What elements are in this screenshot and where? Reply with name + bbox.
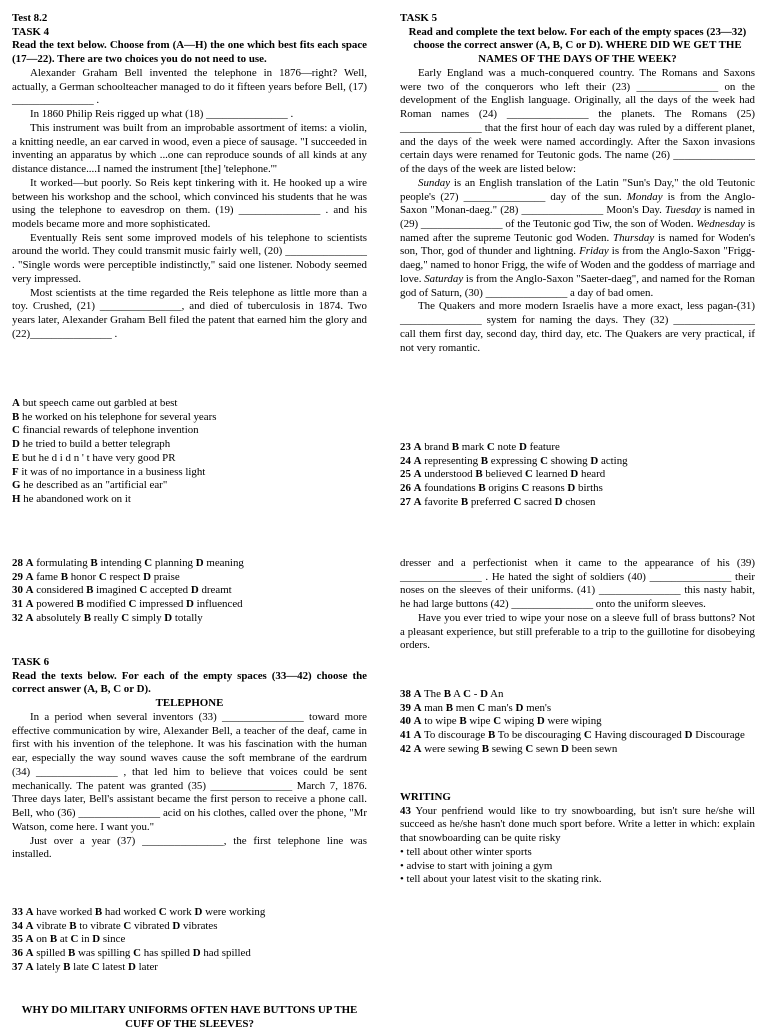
writing-prompt: 43 Your penfriend would like to try snowboarding, but isn't sure he/she will succeed as he/she hasn't done much sport before. Write a letter in which: explain that snowboarding can be quite risky	[400, 804, 755, 845]
task4-option: A but speech came out garbled at best	[12, 397, 178, 409]
task4-section	[12, 12, 367, 342]
question-row: 40 A to wipe B wipe C wiping D were wiping	[400, 715, 602, 728]
question-row: 27 A favorite B preferred C sacred D chosen	[400, 495, 596, 508]
uniform-title: WHY DO MILITARY UNIFORMS OFTEN HAVE BUTTONS UP THE CUFF OF THE SLEEVES?	[21, 1004, 358, 1030]
question-row: 23 A brand B mark C note D feature	[400, 441, 560, 453]
task4-paragraph: Eventually Reis sent some improved models of his telephone to scientists around the world. They could transmit music fairly well, (20) _______________ . "Single words were perceptible indistinctly," said one listener. Nobody seemed very impressed.	[12, 231, 367, 285]
task5-questions-b	[12, 557, 367, 626]
question-row: 41 A To discourage B To be discouraging C Having discouraged D Discourage	[400, 729, 745, 742]
task4-paragraph: Alexander Graham Bell invented the telephone in 1876—right? Well, actually, a German schoolteacher managed to do it fifteen years before Bell, (17) _______________ .	[12, 66, 367, 107]
task6-paragraph: In a period when several inventors (33) _______________ toward more effective communication by wire, Alexander Bell, a teacher of the deaf, came in first with his invention of the telephone. It was his fascination with the human ear, especially the way sound waves cause the soft membrane of the eardrum (34) _______________ , that led him to believe that voices could be sent mechanically. The patent was granted (35) _______________ March 7, 1876. Three days later, Bell's assistant became the first person to receive a phone call. Bell, who (36) _______________ acid on his clothes, called over the phone, "Mr Watson, come here. I want you."	[12, 710, 367, 833]
question-row: 32 A absolutely B really C simply D totally	[12, 611, 203, 624]
writing-heading: WRITING	[400, 791, 451, 803]
task4-option: C financial rewards of telephone invention	[12, 424, 199, 437]
task6-paragraph: Just over a year (37) _______________, the first telephone line was installed.	[12, 834, 367, 861]
question-row: 34 A vibrate B to vibrate C vibrated D vibrates	[12, 919, 218, 932]
question-row: 31 A powered B modified C impressed D influenced	[12, 598, 243, 611]
uniform-paragraph: dresser and a perfectionist when it came to the appearance of his (39) _______________ . He hated the sight of soldiers (40) _______________ their noses on the sleeves of their uniforms. (41) _______________ this nasty habit, he had large buttons (42) _______________ onto the uniform sleeves.	[400, 557, 755, 611]
question-row: 28 A formulating B intending C planning D meaning	[12, 557, 244, 569]
task6-title: TELEPHONE	[155, 697, 224, 710]
uniform-paragraph: Have you ever tried to wipe your nose on a sleeve full of brass buttons? Not a pleasant experience, but still preferable to a trip to the guillotine for disobeying orders.	[400, 611, 755, 652]
task5-section	[400, 12, 755, 355]
task4-paragraph: This instrument was built from an improbable assortment of items: a violin, a knitting needle, an ear carved in wood, even a piece of sausage. "I succeeded in inventing an apparatus by which ...one can reproduce sounds of all kinds at any distance distance....I named the instrument [the] 'telephone.'"	[12, 121, 367, 176]
task4-options	[12, 397, 367, 507]
task4-paragraph: It worked—but poorly. So Reis kept tinkering with it. He hooked up a wire between his workshop and the school, which convinced his students that he was using the telephone to eavesdrop on them. (19) _______________ . and his models became more and more sophisticated.	[12, 176, 367, 231]
task4-instruction: Read the text below. Choose from (A—H) the one which best fits each space (17—22). There are two choices you do not need to use.	[12, 39, 367, 66]
task5-paragraph: The Quakers and more modern Israelis have a more exact, less pagan-(31) _______________ system for naming the days. They (32) _______________ call them first day, second day, third day, etc. The Quakers are very practical, if not very romantic.	[400, 300, 755, 354]
question-row: 33 A have worked B had worked C work D were working	[12, 906, 266, 918]
question-row: 29 A fame B honor C respect D praise	[12, 570, 180, 583]
task4-heading: TASK 4	[12, 25, 50, 38]
task4-option: E but he d i d n ' t have very good PR	[12, 451, 176, 464]
writing-bullet: • tell about your latest visit to the skating rink.	[400, 873, 602, 886]
question-row: 25 A understood B believed C learned D heard	[400, 468, 606, 481]
task6-questions-a	[12, 906, 367, 975]
task4-option: B he worked on his telephone for several years	[12, 410, 217, 423]
uniform-text	[400, 557, 755, 653]
task6-instruction: Read the texts below. For each of the empty spaces (33—42) choose the correct answer (A, B, C or D).	[12, 669, 367, 696]
task5-instruction: Read and complete the text below. For each of the empty spaces (23—32) choose the correct answer (A, B, C or D). WHERE DID WE GET THE NAMES OF THE DAYS OF THE WEEK?	[408, 25, 747, 66]
task4-paragraph: Most scientists at the time regarded the Reis telephone as little more than a toy. Crushed, (21) _______________, and died of tuberculosis in 1874. Two years later, Alexander Graham Bell filed the patent that earned him the glory and (22)_______________ .	[12, 286, 367, 340]
question-row: 36 A spilled B was spilling C has spilled D had spilled	[12, 947, 251, 960]
writing-bullet: • tell about other winter sports	[400, 845, 532, 858]
question-row: 42 A were sewing B sewing C sewn D been sewn	[400, 742, 618, 755]
task6-section	[12, 656, 367, 862]
task4-option: G he described as an "artificial ear"	[12, 479, 168, 492]
task6-subtitle	[12, 1004, 367, 1031]
writing-bullet: • advise to start with joining a gym	[400, 859, 553, 872]
task5-paragraph: Early England was a much-conquered country. The Romans and Saxons were two of the conquerors who left their (23) _______________ on the development of the English language. Originally, all the days of the week had Roman names (24) _______________ the planets. The Romans (25) _______________ that the first hour of each day was ruled by a different planet, and the days of the week were named accordingly. After the Saxon invasions certain days were renamed for Teutonic gods. The name (26) _______________ of the days of the week are listed below:	[400, 66, 755, 176]
task5-heading: TASK 5	[400, 12, 438, 24]
question-row: 38 A The B A C - D An	[400, 688, 504, 700]
task4-paragraph: In 1860 Philip Reis rigged up what (18) _______________ .	[30, 108, 294, 121]
question-row: 30 A considered B imagined C accepted D dreamt	[12, 584, 232, 597]
task5-questions-a	[400, 441, 755, 510]
task4-option: H he abandoned work on it	[12, 493, 131, 506]
task5-paragraph: Sunday is an English translation of the Latin "Sun's Day," the old Teutonic people's (27) _______________ day of the sun. Monday is from the Anglo-Saxon "Monan-daeg." (28) _______________ Moon's Day. Tuesday is named in (29) _______________ of the Teutonic god Tiw, the son of Woden. Wednesday is named after the supreme Teutonic god Woden. Thursday is named for Woden's son, Thor, god of thunder and lightning. Friday is from the Anglo-Saxon "Frigg-daeg," named to honor Frigg, the wife of Woden and the goddess of marriage and love. Saturday is from the Anglo-Saxon "Saeter-daeg", and named for the Roman god of Saturn, (30) _______________ a day of bad omen.	[400, 176, 755, 299]
task4-option: F it was of no importance in a business light	[12, 465, 206, 478]
question-row: 35 A on B at C in D since	[12, 933, 126, 946]
question-row: 26 A foundations B origins C reasons D births	[400, 482, 603, 495]
task6-heading: TASK 6	[12, 656, 50, 668]
task6-questions-b	[400, 688, 755, 757]
question-row: 37 A lately B late C latest D later	[12, 960, 158, 973]
task4-option: D he tried to build a better telegraph	[12, 438, 171, 451]
question-row: 39 A man B men C man's D men's	[400, 701, 552, 714]
test-label: Test 8.2	[12, 12, 48, 24]
writing-section	[400, 791, 755, 887]
question-row: 24 A representing B expressing C showing D acting	[400, 454, 628, 467]
